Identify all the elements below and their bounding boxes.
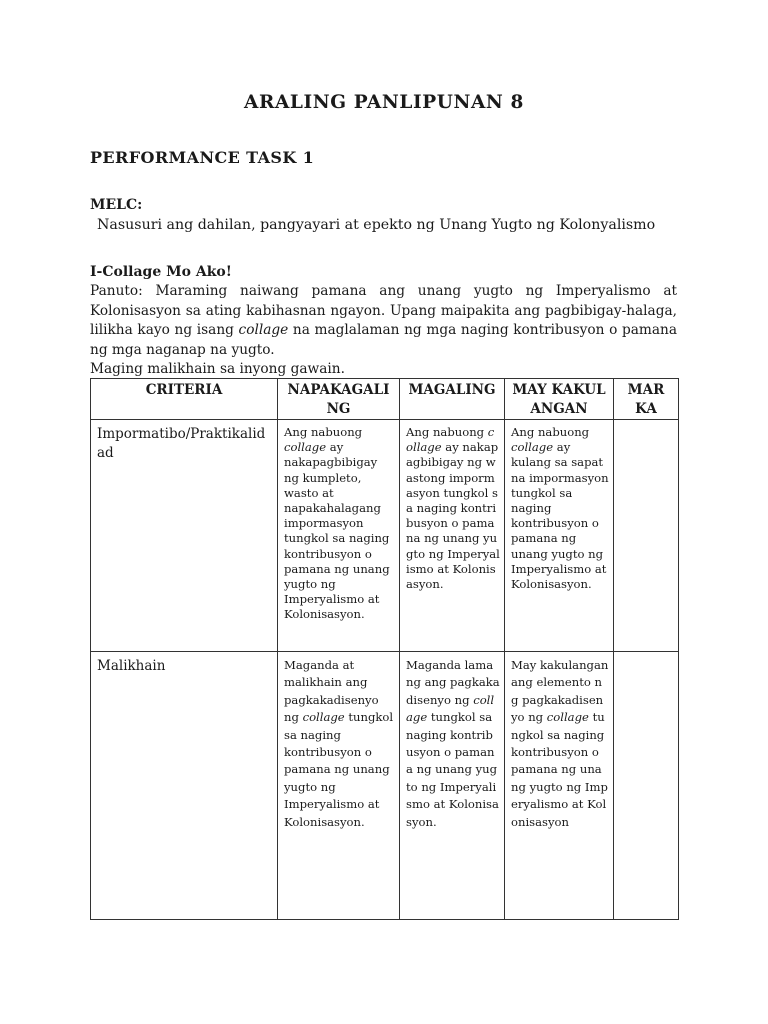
marka-cell[interactable] xyxy=(614,420,679,652)
cell-text: tungkol sa naging kontribusyon o pamana ng unang yugto ng Imperyalismo at Kolonisasyon xyxy=(511,710,608,829)
cell-text: tungkol sa naging kontribusyon o pamana ng unang yugto ng Imperyalismo at Kolonisasyon. xyxy=(284,710,394,829)
melc-text: Nasusuri ang dahilan, pangyayari at epekto ng Unang Yugto ng Kolonyalismo xyxy=(97,217,656,233)
may-kakulangan-cell xyxy=(505,652,614,920)
cell-text: Ang nabuong xyxy=(284,425,363,439)
header-may-kakulangan: MAY KAKULANGAN xyxy=(505,379,614,420)
table-row xyxy=(91,420,679,652)
marka-cell[interactable] xyxy=(614,652,679,920)
cell-text: Maganda lamang ang pagkakadisenyo ng xyxy=(406,658,500,707)
cell-text: Maganda at malikhain ang pagkakadisenyo ng xyxy=(284,658,379,725)
magaling-cell xyxy=(400,652,505,920)
magaling-cell xyxy=(400,420,505,652)
melc-label: MELC: xyxy=(90,197,143,213)
instructions-paragraph xyxy=(90,282,677,360)
cell-text: tungkol sa naging kontribusyon o pamana ng unang yugto ng Imperyalismo at Kolonisasyon. xyxy=(406,710,499,829)
cell-text: May kakulangan ang elemento ng pagkakadisenyo ng xyxy=(511,658,609,725)
instructions xyxy=(90,282,677,380)
rubric-header-row xyxy=(91,379,679,420)
cell-italic: collage xyxy=(406,425,495,455)
cell-italic: collage xyxy=(406,692,495,725)
may-kakulangan-cell xyxy=(505,420,614,652)
cell-text: ay nakapagbibigay ng kumpleto, wasto at napakahalagang impormasyon tungkol sa naging kontribusyon o pamana ng unang yugto ng Imperyalismo at Kolonisasyon. xyxy=(284,440,390,622)
cell-text: Ang nabuong xyxy=(511,425,590,439)
cell-italic: collage xyxy=(302,710,345,725)
cell-italic: collage xyxy=(546,710,589,725)
cell-italic: collage xyxy=(511,440,554,455)
napakagaling-cell xyxy=(278,420,400,652)
task-heading: PERFORMANCE TASK 1 xyxy=(90,148,315,167)
header-napakagaling: NAPAKAGALING xyxy=(278,379,400,420)
instructions-text-2: na maglalaman ng mga naging kontribusyon o pamana ng mga naganap na yugto. xyxy=(90,322,677,358)
header-marka: MARKA xyxy=(614,379,679,420)
cell-text: ay nakapagbibigay ng wastong impormasyon tungkol sa naging kontribusyon o pamana ng unang yugto ng Imperyalismo at Kolonisasyon. xyxy=(406,440,500,592)
header-magaling: MAGALING xyxy=(400,379,505,420)
activity-title: I-Collage Mo Ako! xyxy=(90,264,232,280)
instructions-text-1: Panuto: Maraming naiwang pamana ang unang yugto ng Imperyalismo at Kolonisasyon sa ating kabihasnan ngayon. Upang maipakita ang pagbibigay-halaga, lilikha kayo ng isang xyxy=(90,283,677,339)
rubric-table xyxy=(90,378,679,920)
page-title: ARALING PANLIPUNAN 8 xyxy=(244,92,524,113)
instructions-last-line: Maging malikhain sa inyong gawain. xyxy=(90,361,345,378)
header-criteria: CRITERIA xyxy=(91,379,278,420)
cell-italic: collage xyxy=(284,440,327,455)
napakagaling-cell xyxy=(278,652,400,920)
table-row xyxy=(91,652,679,920)
criterion-cell: Impormatibo/Praktikalidad xyxy=(91,420,278,652)
instructions-italic: collage xyxy=(238,322,289,339)
cell-text: ay kulang sa sapat na impormasyon tungkol sa naging kontribusyon o pamana ng unang yugto ng Imperyalismo at Kolonisasyon. xyxy=(511,440,609,592)
cell-text: Ang nabuong xyxy=(406,425,488,439)
criterion-cell: Malikhain xyxy=(91,652,278,920)
